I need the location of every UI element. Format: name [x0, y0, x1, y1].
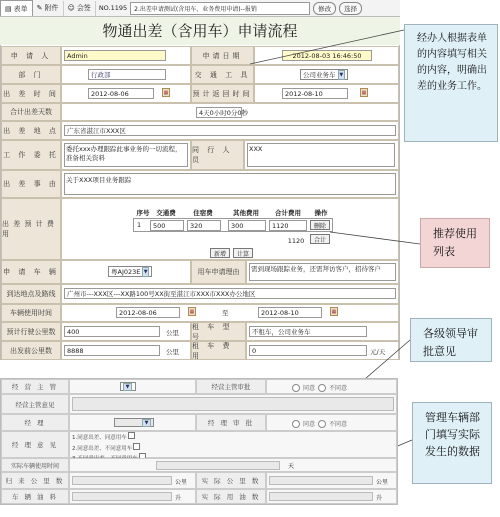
actual-fuel-label: 实 际 用 油 数 — [196, 489, 266, 504]
apply-date-input[interactable]: 2012-08-03 16:46:50 — [282, 50, 372, 61]
calculate-button[interactable]: 计算 — [233, 248, 253, 258]
reason-label: 出 差 事 由 — [1, 170, 61, 198]
mgr-label: 经 营 主 管 — [1, 379, 69, 394]
fuel-unit: 升 — [175, 495, 182, 502]
chevron-down-icon: ▼ — [143, 268, 148, 275]
manager-opinion-label: 经 理 意 见 — [1, 431, 69, 458]
use-time-to-input[interactable]: 2012-08-10 — [258, 307, 322, 318]
radio-icon — [292, 420, 300, 428]
tab-form-label: 表单 — [13, 4, 28, 13]
est-km-unit: 公里 — [166, 329, 179, 337]
mgr-opinion-textarea[interactable] — [72, 397, 394, 411]
actual-time-input[interactable] — [156, 461, 280, 470]
checkbox-icon — [128, 432, 135, 439]
vehicle-label: 申 请 车 辆 — [1, 260, 61, 284]
chevron-down-icon: ▼ — [142, 419, 151, 427]
transport-label: 交 通 工 具 — [191, 65, 254, 84]
use-time-label: 车辆使用时间 — [1, 304, 61, 322]
radio-icon — [318, 420, 326, 428]
place-label: 出 差 地 点 — [1, 121, 61, 140]
actual-fuel-input[interactable] — [269, 492, 373, 501]
form-title: 物通出差（含用车）申请流程 — [0, 17, 400, 45]
tab-sign-label: 会签 — [76, 4, 91, 12]
mgr-disagree-radio[interactable] — [318, 383, 347, 392]
radio-icon — [318, 384, 326, 392]
expense-header-total: 合计费用 — [275, 209, 301, 217]
calendar-icon[interactable]: ▦ — [331, 308, 337, 315]
opinion-option-label: 2.同意出差、不同意用车 — [72, 445, 133, 452]
total-days-label: 合计出差天数 — [1, 103, 61, 121]
choose-button[interactable]: 选择 — [339, 2, 362, 15]
return-km-unit: 公里 — [175, 479, 188, 486]
pencil-icon: ✎ — [36, 4, 43, 12]
fuel-input[interactable] — [72, 492, 172, 501]
rent-fee-input[interactable]: 0 — [249, 345, 367, 356]
form-icon: ▤ — [5, 4, 12, 13]
applicant-label: 申 请 人 — [1, 46, 61, 65]
tab-attach-label: 附件 — [44, 4, 59, 12]
delete-button[interactable]: 删除 — [310, 220, 330, 230]
opinion-option[interactable] — [72, 432, 146, 443]
sum-button[interactable]: 合计 — [310, 234, 330, 244]
opinion-option[interactable] — [72, 443, 146, 454]
manager-select[interactable] — [114, 418, 154, 427]
place-input[interactable]: 广东省湛江市XXX区 — [64, 125, 396, 136]
opinion-option-label: 1.同意出差、同意用车 — [72, 435, 127, 441]
depart-time-label: 出 差 时 间 — [1, 84, 61, 103]
start-km-unit: 公里 — [166, 348, 179, 356]
est-km-input[interactable]: 400 — [64, 326, 160, 337]
expense-other-input[interactable]: 300 — [228, 220, 266, 231]
rent-fee-label: 租 车 费 用 — [191, 341, 246, 360]
agree-label: 同意 — [303, 421, 316, 428]
car-type-label: 租 车 型 号 — [191, 322, 246, 341]
reason-textarea[interactable]: 关于XXX项目业务跟踪 — [64, 173, 396, 195]
manager-agree-radio[interactable] — [292, 419, 315, 428]
mgr-opinion-label: 经营主管意见 — [1, 394, 69, 414]
expense-sum-value: 1120 — [283, 235, 309, 246]
actual-time-label: 实际车辆使用时间 — [1, 458, 69, 472]
apply-date-label: 申请日期 — [191, 46, 254, 65]
use-time-to-label: 至 — [222, 309, 229, 317]
mgr-select[interactable] — [120, 382, 136, 391]
day-unit: 天 — [288, 463, 295, 470]
expense-traffic-input[interactable]: 500 — [150, 220, 184, 231]
expense-header-no: 序号 — [136, 209, 150, 217]
est-km-label: 预计行驶公里数 — [1, 322, 61, 341]
modify-button[interactable]: 修改 — [313, 2, 336, 15]
manager-label: 经 理 — [1, 414, 69, 431]
actual-km-input[interactable] — [269, 476, 373, 485]
return-time-input[interactable]: 2012-08-10 — [282, 88, 348, 99]
return-km-input[interactable] — [72, 476, 172, 485]
applicant-input[interactable]: Admin — [64, 50, 166, 61]
calendar-icon[interactable]: ▦ — [189, 308, 195, 315]
actual-km-unit: 公里 — [376, 479, 389, 486]
vehicle-reason-label: 用车申请理由 — [191, 260, 246, 284]
manager-disagree-radio[interactable] — [318, 419, 347, 428]
mgr-approve-label: 经营主管审批 — [196, 379, 266, 394]
depart-time-input[interactable]: 2012-08-06 — [88, 88, 154, 99]
agree-label: 同意 — [303, 385, 316, 392]
mgr-agree-radio[interactable] — [292, 383, 315, 392]
calendar-icon[interactable]: ▦ — [163, 89, 169, 96]
callout-fill-form: 经办人根据表单的内容填写相关的内容，明确出差的业务工作。 — [404, 24, 498, 142]
start-km-label: 出发前公里数 — [1, 341, 61, 360]
route-label: 到达地点及路线 — [1, 284, 61, 304]
callout-list: 推荐使用列表 — [420, 218, 490, 268]
expense-header-other: 其他费用 — [233, 209, 259, 217]
vehicle-reason-textarea[interactable]: 需到现场跟踪业务，还需拜访客户，招待客户 — [249, 263, 396, 281]
chevron-down-icon: ▼ — [339, 71, 344, 78]
use-time-from-input[interactable]: 2012-08-06 — [116, 307, 180, 318]
companion-label: 同 行 人 员 — [191, 140, 244, 170]
calendar-icon[interactable]: ▦ — [361, 89, 367, 96]
actual-km-label: 实 际 公 里 数 — [196, 472, 266, 489]
expense-total-input: 1120 — [269, 220, 307, 231]
companion-textarea[interactable]: XXX — [247, 143, 395, 167]
callout-approval: 各级领导审批意见 — [410, 318, 492, 362]
fuel-label: 车 辆 油 料 — [1, 489, 69, 504]
radio-icon — [292, 384, 300, 392]
route-input[interactable]: 广州市---XXX区---XX路100号XX街至湛江市XXX市XXX办公地区 — [64, 288, 396, 299]
doc-title-field[interactable]: 2.出差申请测试(含用车、业务费用申请)--报销 — [130, 2, 310, 15]
add-row-button[interactable]: 新增 — [210, 248, 230, 258]
expense-header-op: 操作 — [314, 209, 328, 217]
expense-header-hotel: 住宿费 — [193, 209, 213, 217]
vehicle-value: 粤AJ023E — [111, 268, 141, 276]
task-textarea[interactable]: 委托xxx办理跟踪此事业务的一切流程，准备相关资料 — [64, 143, 188, 167]
return-km-label: 归 来 公 里 数 — [1, 472, 69, 489]
dept-input[interactable]: 行政部 — [88, 69, 166, 80]
expense-hotel-input[interactable]: 320 — [187, 220, 221, 231]
transport-value: 公司业务车 — [303, 71, 336, 79]
dept-label: 部 门 — [1, 65, 61, 84]
doc-number: NO.1195 — [98, 4, 128, 12]
manager-approve-label: 经 理 审 批 — [196, 414, 266, 431]
start-km-input[interactable]: 8888 — [64, 345, 160, 356]
disagree-label: 不同意 — [329, 421, 348, 428]
car-type-input[interactable]: 不租车，公司业务车 — [249, 326, 367, 337]
actual-fuel-unit: 升 — [376, 495, 383, 502]
return-time-label: 预计返回时间 — [191, 84, 254, 103]
checkbox-icon — [133, 443, 140, 450]
expense-row-no: 1 — [137, 221, 142, 229]
disagree-label: 不同意 — [329, 385, 348, 392]
total-days-input: 4天0小时0分0秒 — [196, 107, 242, 118]
rent-fee-unit: 元/天 — [370, 348, 386, 356]
callout-vehicle-dept: 管理车辆部门填写实际发生的数据 — [412, 402, 492, 484]
task-label: 工 作 委 托 — [1, 140, 61, 170]
expense-header-traffic: 交通费 — [156, 209, 176, 217]
expense-label: 出 差 预 计 费 用 — [1, 198, 61, 260]
chevron-down-icon: ▼ — [123, 383, 132, 391]
people-icon: ☺ — [67, 4, 75, 12]
